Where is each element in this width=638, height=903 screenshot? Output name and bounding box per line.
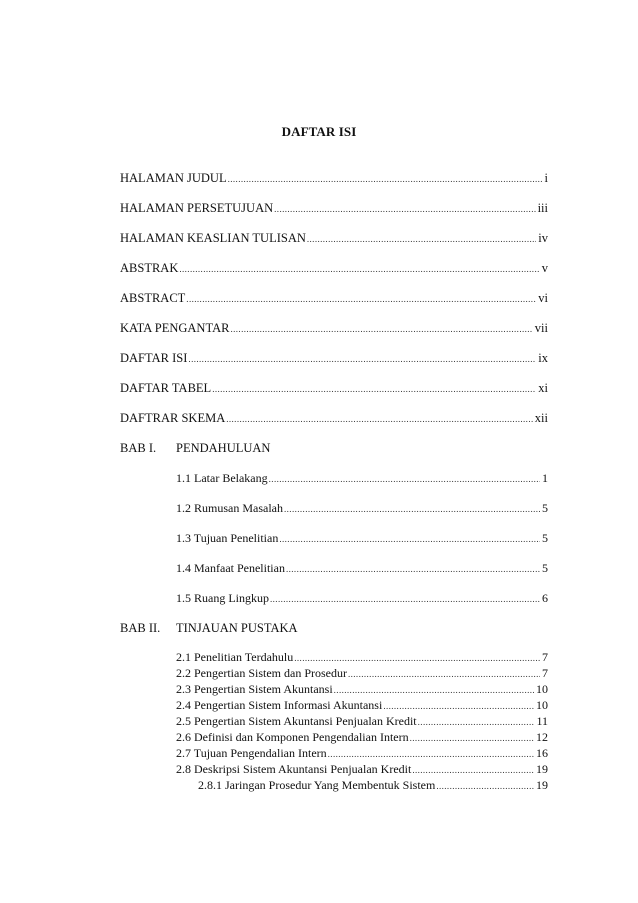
toc-section-page: 7: [542, 666, 548, 680]
toc-section-label: 1.1 Latar Belakang: [176, 471, 268, 485]
toc-entry-page: xi: [538, 381, 548, 395]
toc-section: [176, 745, 548, 762]
toc-section: [176, 761, 548, 778]
toc-entry-label: ABSTRAK: [120, 261, 179, 275]
dot-leader: [286, 561, 540, 577]
dot-leader: [307, 231, 536, 247]
toc-section-label: 1.2 Rumusan Masalah: [176, 501, 283, 515]
toc-section-label: 1.4 Manfaat Penelitian: [176, 561, 285, 575]
toc-subsection-page: 19: [536, 778, 548, 792]
toc-entry: [120, 350, 548, 367]
dot-leader: [436, 778, 534, 794]
dot-leader: [270, 591, 540, 607]
toc-section: [176, 530, 548, 547]
toc-entry-page: i: [544, 171, 548, 185]
toc-section-page: 5: [542, 531, 548, 545]
toc-section: [176, 590, 548, 607]
toc-section-label: 2.3 Pengertian Sistem Akuntansi: [176, 682, 333, 696]
toc-entry-label: DAFTAR TABEL: [120, 381, 212, 395]
toc-section: [176, 729, 548, 746]
toc-section-label: 1.3 Tujuan Penelitian: [176, 531, 279, 545]
dot-leader: [230, 321, 532, 337]
dot-leader: [228, 171, 543, 187]
toc-entry: [120, 200, 548, 217]
chapter-number: BAB II.: [120, 621, 161, 635]
toc-entry-label: ABSTRACT: [120, 291, 186, 305]
toc-section-label: 2.7 Tujuan Pengendalian Intern: [176, 746, 327, 760]
toc-section-label: 2.4 Pengertian Sistem Informasi Akuntansi: [176, 698, 383, 712]
dot-leader: [418, 714, 535, 730]
dot-leader: [410, 730, 534, 746]
dot-leader: [279, 531, 540, 547]
toc-section-label: 2.8 Deskripsi Sistem Akuntansi Penjualan Kredit: [176, 762, 412, 776]
toc-section: [176, 681, 548, 698]
toc-entry-label: HALAMAN PERSETUJUAN: [120, 201, 274, 215]
dot-leader: [348, 666, 540, 682]
toc-entry-page: vi: [538, 291, 548, 305]
dot-leader: [212, 381, 536, 397]
toc-entry-label: DAFTRAR SKEMA: [120, 411, 226, 425]
dot-leader: [412, 762, 534, 778]
toc-entry-page: xii: [534, 411, 548, 425]
dot-leader: [226, 411, 533, 427]
chapter-title: PENDAHULUAN: [176, 441, 271, 455]
page-title: DAFTAR ISI: [281, 124, 357, 139]
dot-leader: [269, 471, 540, 487]
toc-section-label: 2.6 Definisi dan Komponen Pengendalian Intern: [176, 730, 409, 744]
toc-entry-label: DAFTAR ISI: [120, 351, 188, 365]
dot-leader: [274, 201, 535, 217]
toc-entry-page: iv: [538, 231, 548, 245]
toc-entry-label: HALAMAN JUDUL: [120, 171, 227, 185]
toc-entry: [120, 260, 548, 277]
chapter-number: BAB I.: [120, 441, 157, 455]
dot-leader: [179, 261, 539, 277]
toc-section-page: 7: [542, 650, 548, 664]
toc-section-label: 1.5 Ruang Lingkup: [176, 591, 269, 605]
chapter-title: TINJAUAN PUSTAKA: [176, 621, 298, 635]
dot-leader: [188, 351, 536, 367]
toc-section-page: 6: [542, 591, 548, 605]
toc-section: [176, 649, 548, 666]
toc-section-page: 10: [536, 682, 548, 696]
toc-entry: [120, 410, 548, 427]
toc-section-page: 1: [542, 471, 548, 485]
dot-leader: [328, 746, 534, 762]
dot-leader: [334, 682, 534, 698]
chapter-heading: [120, 620, 298, 636]
toc-section-page: 5: [542, 561, 548, 575]
toc-entry-page: ix: [538, 351, 548, 365]
toc-entry-page: iii: [537, 201, 548, 215]
dot-leader: [186, 291, 536, 307]
toc-entry: [120, 320, 548, 337]
toc-subsection: [198, 777, 548, 794]
dot-leader: [294, 650, 540, 666]
toc-entry-label: KATA PENGANTAR: [120, 321, 230, 335]
toc-section: [176, 713, 548, 730]
toc-section-page: 19: [536, 762, 548, 776]
toc-entry: [120, 380, 548, 397]
toc-section-label: 2.2 Pengertian Sistem dan Prosedur: [176, 666, 347, 680]
toc-entry: [120, 170, 548, 187]
toc-section: [176, 500, 548, 517]
dot-leader: [383, 698, 534, 714]
toc-section-page: 5: [542, 501, 548, 515]
toc-section: [176, 665, 548, 682]
dot-leader: [284, 501, 540, 517]
toc-section: [176, 470, 548, 487]
toc-section: [176, 697, 548, 714]
toc-section-page: 10: [536, 698, 548, 712]
toc-section: [176, 560, 548, 577]
toc-section-page: 16: [536, 746, 548, 760]
toc-section-label: 2.5 Pengertian Sistem Akuntansi Penjualan Kredit: [176, 714, 417, 728]
toc-entry: [120, 290, 548, 307]
toc-section-page: 11: [536, 714, 548, 728]
toc-entry-page: vii: [534, 321, 548, 335]
chapter-heading: [120, 440, 270, 456]
toc-section-page: 12: [536, 730, 548, 744]
toc-subsection-label: 2.8.1 Jaringan Prosedur Yang Membentuk Sistem: [198, 778, 436, 792]
toc-section-label: 2.1 Penelitian Terdahulu: [176, 650, 294, 664]
toc-entry-page: v: [541, 261, 548, 275]
toc-entry: [120, 230, 548, 247]
toc-entry-label: HALAMAN KEASLIAN TULISAN: [120, 231, 306, 245]
